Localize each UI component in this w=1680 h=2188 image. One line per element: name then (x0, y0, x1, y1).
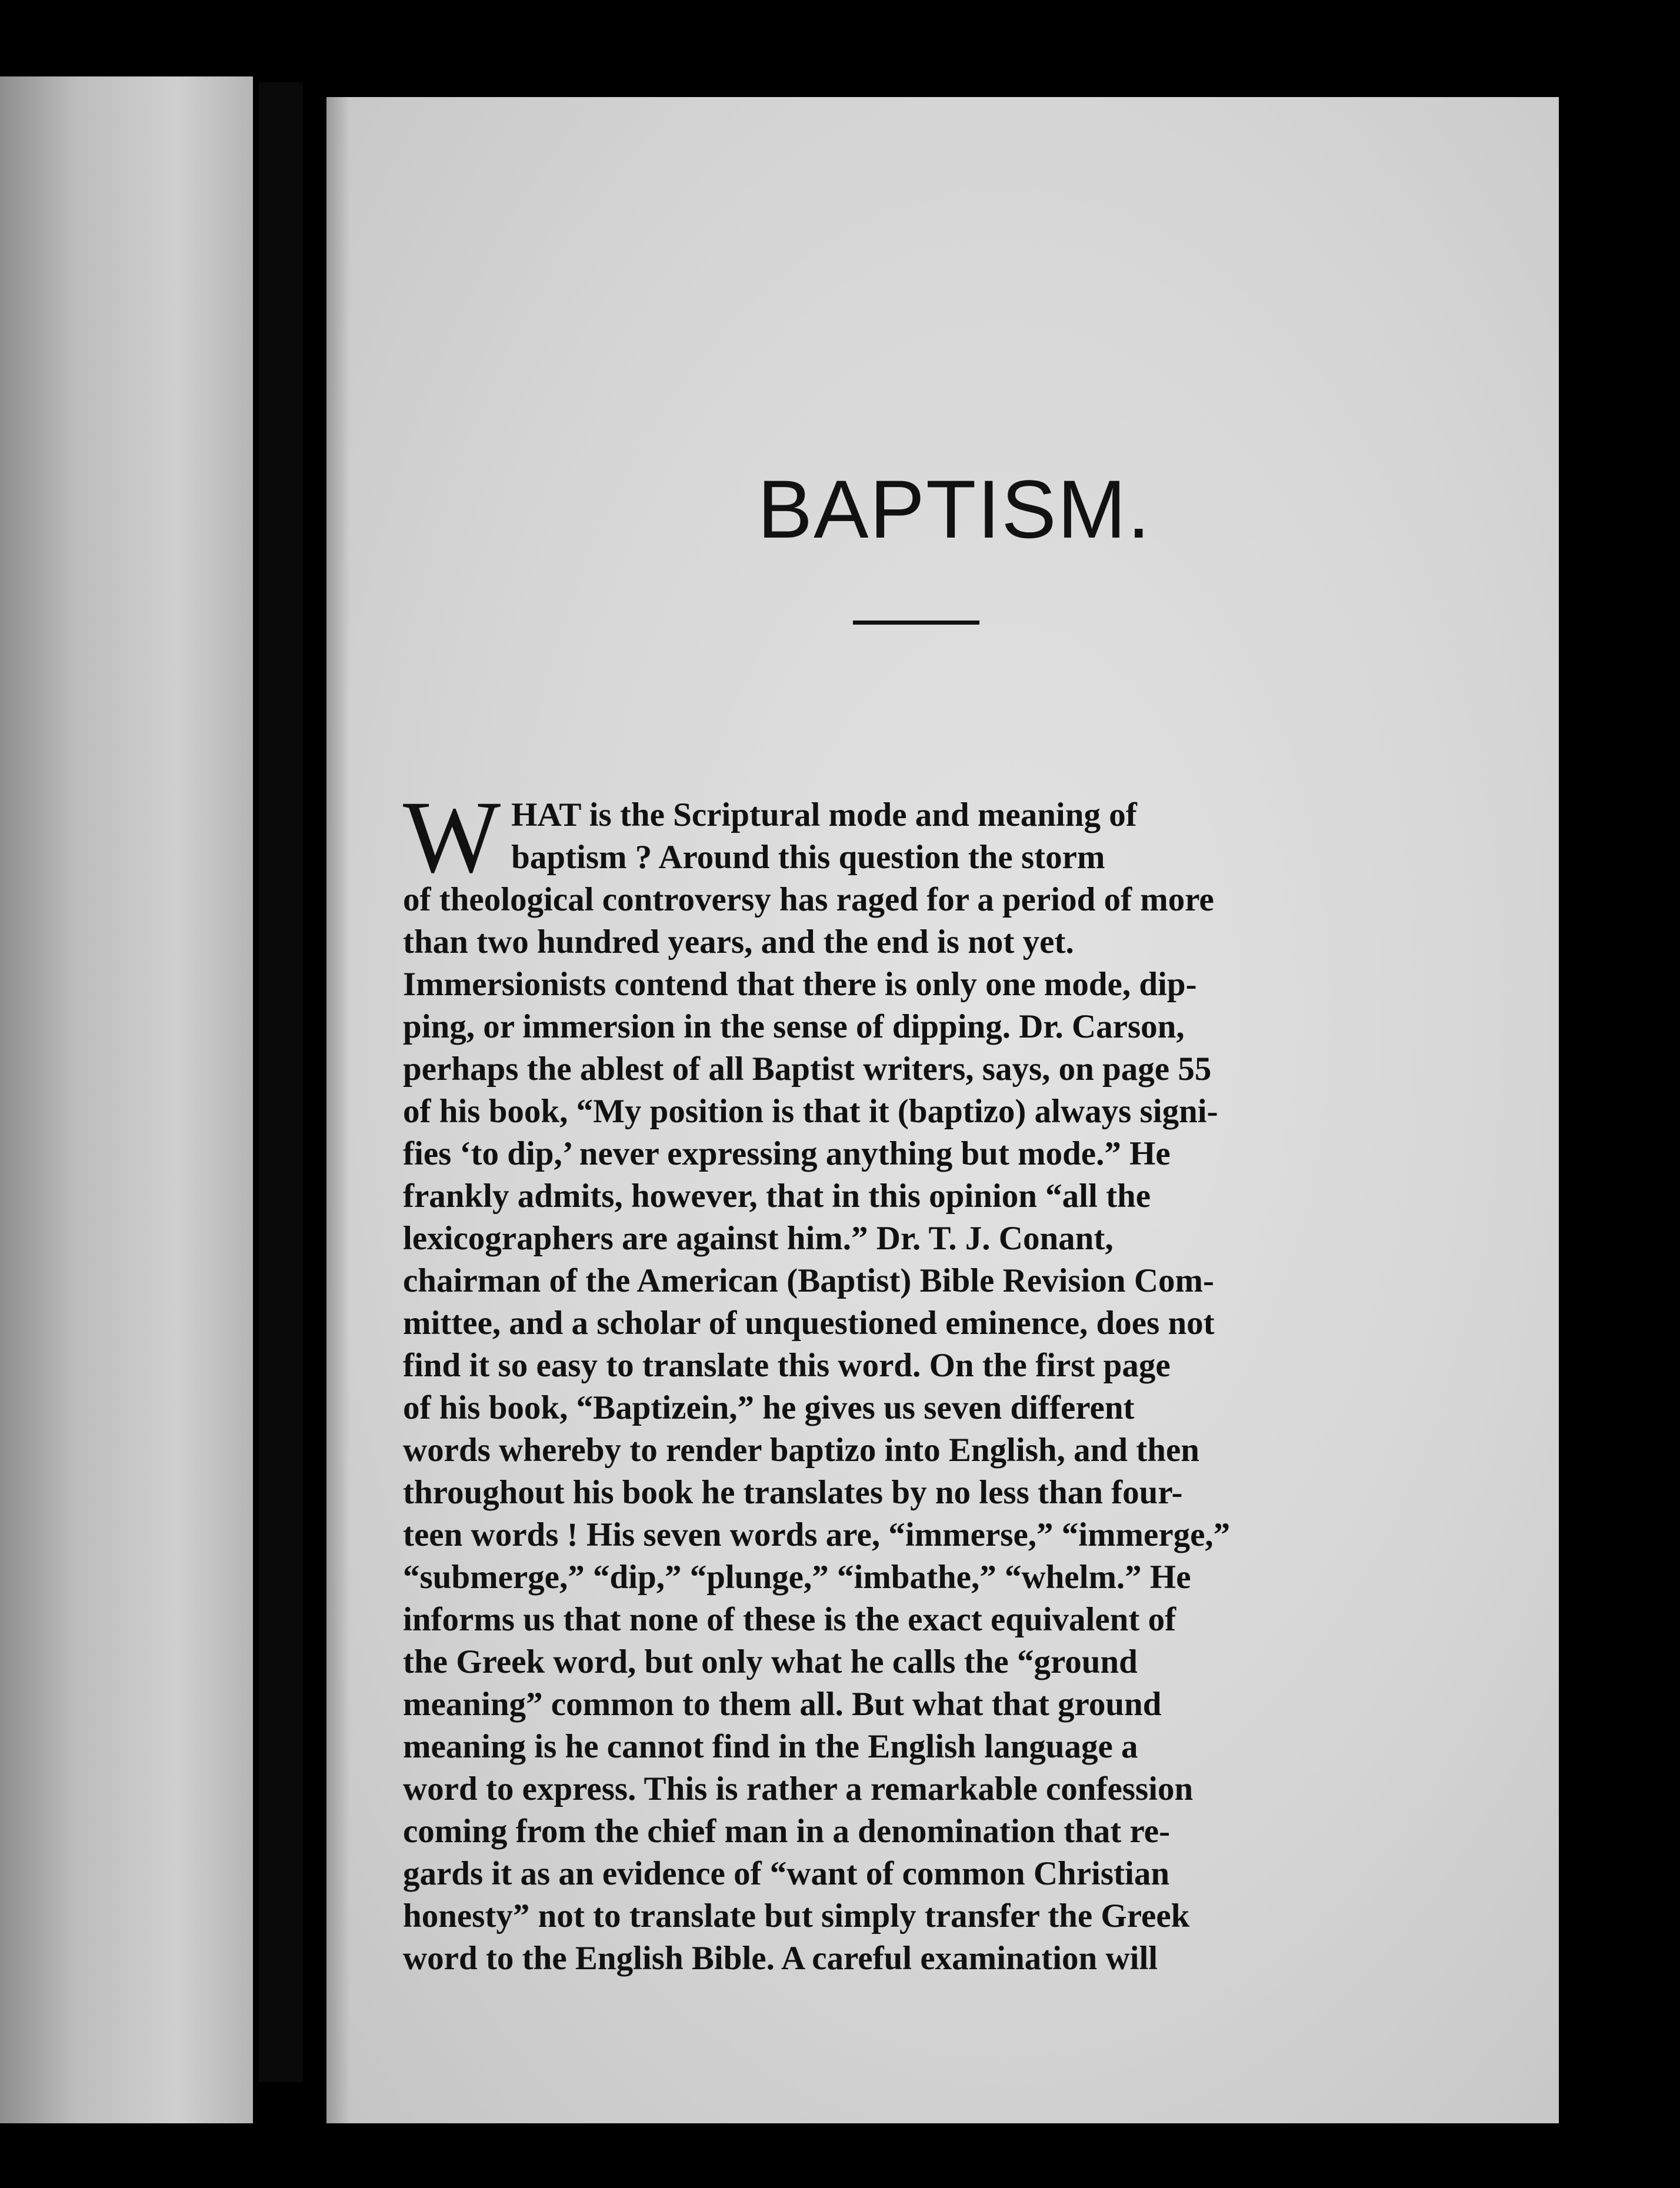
text-line: informs us that none of these is the exact equivalent of (403, 1601, 1176, 1638)
text-line: the Greek word, but only what he calls the “ground (403, 1643, 1138, 1680)
text-line: meaning” common to them all. But what that ground (403, 1686, 1162, 1723)
text-line: “submerge,” “dip,” “plunge,” “imbathe,” “whelm.” He (403, 1559, 1191, 1596)
text-line: of his book, “Baptizein,” he gives us seven different (403, 1389, 1135, 1426)
body-text (403, 780, 1424, 1980)
text-line: HAT is the Scriptural mode and meaning of (511, 796, 1137, 833)
page-shadow (326, 97, 350, 2123)
text-line: ping, or immersion in the sense of dipping. Dr. Carson, (403, 1008, 1185, 1045)
text-line: lexicographers are against him.” Dr. T. J. Conant, (403, 1220, 1114, 1257)
text-line: of theological controversy has raged for a period of more (403, 881, 1214, 918)
facing-page-edge (0, 76, 253, 2123)
text-line: of his book, “My position is that it (baptizo) always signi- (403, 1093, 1218, 1130)
text-line: than two hundred years, and the end is not yet. (403, 923, 1074, 960)
text-line: meaning is he cannot find in the English language a (403, 1728, 1138, 1765)
book-gutter (259, 82, 303, 2082)
text-line: gards it as an evidence of “want of common Christian (403, 1855, 1170, 1892)
text-line: honesty” not to translate but simply transfer the Greek (403, 1897, 1190, 1934)
text-line: perhaps the ablest of all Baptist writers, says, on page 55 (403, 1050, 1212, 1088)
text-line: fies ‘to dip,’ never expressing anything but mode.” He (403, 1135, 1171, 1172)
page-title: BAPTISM. (757, 463, 1152, 555)
text-line: chairman of the American (Baptist) Bible Revision Com- (403, 1262, 1214, 1299)
text-line: throughout his book he translates by no less than four- (403, 1474, 1183, 1511)
text-line: find it so easy to translate this word. On the first page (403, 1347, 1171, 1384)
text-line: baptism ? Around this question the storm (511, 839, 1105, 876)
text-line: word to express. This is rather a remarkable confession (403, 1770, 1194, 1807)
text-line: frankly admits, however, that in this opinion “all the (403, 1178, 1151, 1215)
text-line: words whereby to render baptizo into English, and then (403, 1432, 1199, 1469)
title-rule (853, 621, 979, 625)
text-line: coming from the chief man in a denomination that re- (403, 1813, 1171, 1850)
drop-cap: W (403, 780, 501, 895)
text-line: Immersionists contend that there is only one mode, dip- (403, 966, 1197, 1003)
book-page (326, 97, 1559, 2123)
text-line: mittee, and a scholar of unquestioned eminence, does not (403, 1305, 1215, 1342)
text-line: teen words ! His seven words are, “immerse,” “immerge,” (403, 1516, 1231, 1553)
text-line: word to the English Bible. A careful examination will (403, 1940, 1158, 1977)
